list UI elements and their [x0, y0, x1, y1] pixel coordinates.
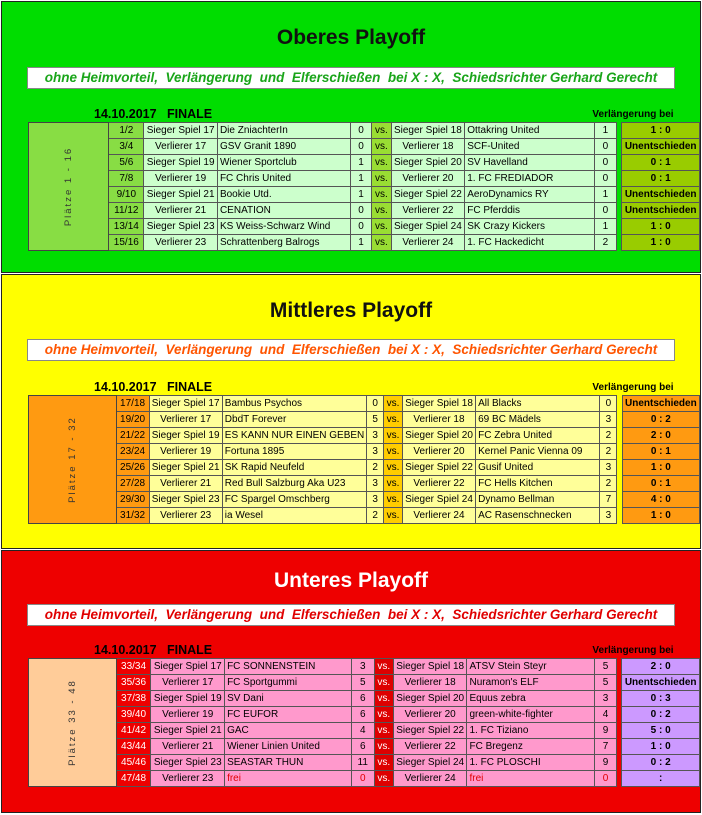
- home-slot-cell: Verlierer 19: [151, 707, 225, 723]
- home-team-cell: frei: [225, 771, 352, 787]
- home-slot-cell: Sieger Spiel 19: [149, 428, 222, 444]
- home-score-cell: 0: [351, 771, 374, 787]
- away-team-cell: FC Bregenz: [467, 739, 595, 755]
- overtime-cell: 1 : 0: [622, 219, 700, 235]
- place-cell: 1/2: [109, 123, 144, 139]
- table-row: [29, 508, 700, 524]
- date: 14.10.2017: [94, 380, 157, 394]
- vs-cell: vs.: [372, 203, 391, 219]
- place-cell: 31/32: [116, 508, 149, 524]
- places-range-label: [29, 123, 109, 251]
- place-cell: 47/48: [116, 771, 151, 787]
- vs-cell: vs.: [374, 739, 393, 755]
- place-cell: 27/28: [116, 476, 149, 492]
- away-score-cell: 2: [600, 476, 617, 492]
- home-score-cell: 1: [350, 171, 371, 187]
- places-range-text: Plätze 1 - 16: [63, 146, 75, 227]
- vs-cell: vs.: [384, 396, 403, 412]
- away-score-cell: 2: [595, 235, 616, 251]
- overtime-cell: 1 : 0: [622, 739, 700, 755]
- away-team-cell: 1. FC Hackedicht: [465, 235, 595, 251]
- table-row: [29, 707, 700, 723]
- date: 14.10.2017: [94, 643, 157, 657]
- overtime-header: Verlängerung bei: [592, 645, 674, 656]
- home-slot-cell: Sieger Spiel 21: [151, 723, 225, 739]
- away-score-cell: 2: [600, 444, 617, 460]
- table-row: [29, 219, 700, 235]
- home-score-cell: 3: [351, 659, 374, 675]
- away-team-cell: SK Crazy Kickers: [465, 219, 595, 235]
- table-row: [29, 723, 700, 739]
- home-score-cell: 1: [350, 235, 371, 251]
- away-score-cell: 7: [595, 739, 616, 755]
- away-slot-cell: Sieger Spiel 18: [393, 659, 467, 675]
- home-slot-cell: Verlierer 19: [149, 444, 222, 460]
- away-team-cell: 69 BC Mädels: [476, 412, 600, 428]
- home-score-cell: 0: [350, 203, 371, 219]
- away-team-cell: Equus zebra: [467, 691, 595, 707]
- home-team-cell: CENATION: [217, 203, 350, 219]
- vs-cell: vs.: [372, 123, 391, 139]
- section-subtitle: ohne Heimvorteil, Verlängerung und Elferschießen bei X : X, Schiedsrichter Gerhard Gerecht: [27, 67, 675, 89]
- away-score-cell: 0: [595, 171, 616, 187]
- away-slot-cell: Sieger Spiel 18: [391, 123, 465, 139]
- places-range-label: [29, 396, 117, 524]
- vs-cell: vs.: [384, 412, 403, 428]
- table-row: [29, 396, 700, 412]
- home-score-cell: 5: [367, 412, 384, 428]
- home-slot-cell: Sieger Spiel 21: [149, 460, 222, 476]
- table-row: [29, 771, 700, 787]
- away-slot-cell: Sieger Spiel 24: [391, 219, 465, 235]
- overtime-cell: 2 : 0: [622, 428, 699, 444]
- vs-cell: vs.: [374, 675, 393, 691]
- table-row: [29, 187, 700, 203]
- away-score-cell: 0: [595, 771, 616, 787]
- home-score-cell: 0: [350, 139, 371, 155]
- section-subtitle: ohne Heimvorteil, Verlängerung und Elferschießen bei X : X, Schiedsrichter Gerhard Gerecht: [27, 339, 675, 361]
- section-subtitle: ohne Heimvorteil, Verlängerung und Elferschießen bei X : X, Schiedsrichter Gerhard Gerecht: [27, 604, 675, 626]
- overtime-cell: 1 : 0: [622, 460, 699, 476]
- place-cell: 13/14: [109, 219, 144, 235]
- away-slot-cell: Sieger Spiel 20: [393, 691, 467, 707]
- table-row: [29, 739, 700, 755]
- away-score-cell: 0: [595, 203, 616, 219]
- home-score-cell: 3: [367, 476, 384, 492]
- home-team-cell: Schrattenberg Balrogs: [217, 235, 350, 251]
- away-score-cell: 1: [595, 187, 616, 203]
- place-cell: 23/24: [116, 444, 149, 460]
- overtime-cell: Unentschieden: [622, 675, 700, 691]
- away-slot-cell: Sieger Spiel 18: [402, 396, 475, 412]
- away-team-cell: frei: [467, 771, 595, 787]
- table-row: [29, 203, 700, 219]
- place-cell: 9/10: [109, 187, 144, 203]
- vs-cell: vs.: [384, 444, 403, 460]
- home-slot-cell: Verlierer 21: [144, 203, 218, 219]
- home-team-cell: FC Chris United: [217, 171, 350, 187]
- away-slot-cell: Verlierer 24: [393, 771, 467, 787]
- table-row: [29, 476, 700, 492]
- round: FINALE: [166, 380, 213, 394]
- table-row: [29, 659, 700, 675]
- overtime-cell: Unentschieden: [622, 396, 699, 412]
- home-slot-cell: Sieger Spiel 23: [149, 492, 222, 508]
- overtime-cell: 0 : 1: [622, 476, 699, 492]
- home-team-cell: FC SONNENSTEIN: [225, 659, 352, 675]
- place-cell: 41/42: [116, 723, 151, 739]
- round: FINALE: [166, 643, 213, 657]
- home-score-cell: 0: [350, 219, 371, 235]
- round: FINALE: [166, 107, 213, 121]
- home-slot-cell: Verlierer 17: [149, 412, 222, 428]
- section-mittleres-playoff: [1, 274, 701, 549]
- table-row: [29, 123, 700, 139]
- away-slot-cell: Verlierer 20: [402, 444, 475, 460]
- away-score-cell: 9: [595, 723, 616, 739]
- place-cell: 37/38: [116, 691, 151, 707]
- date-round-label: [94, 380, 212, 394]
- home-team-cell: DbdT Forever: [222, 412, 366, 428]
- place-cell: 45/46: [116, 755, 151, 771]
- away-score-cell: 9: [595, 755, 616, 771]
- places-range-text: Plätze 17 - 32: [66, 416, 78, 503]
- section-title: Oberes Playoff: [276, 26, 426, 49]
- home-score-cell: 6: [351, 707, 374, 723]
- overtime-cell: 0 : 2: [622, 707, 700, 723]
- home-team-cell: Bambus Psychos: [222, 396, 366, 412]
- away-team-cell: Ottakring United: [465, 123, 595, 139]
- overtime-cell: Unentschieden: [622, 139, 700, 155]
- away-team-cell: Gusif United: [476, 460, 600, 476]
- away-slot-cell: Sieger Spiel 22: [391, 187, 465, 203]
- away-slot-cell: Verlierer 22: [393, 739, 467, 755]
- away-score-cell: 2: [600, 428, 617, 444]
- vs-cell: vs.: [372, 187, 391, 203]
- away-slot-cell: Verlierer 18: [402, 412, 475, 428]
- results-table: [28, 658, 700, 787]
- overtime-header: Verlängerung bei: [592, 109, 674, 120]
- overtime-cell: 0 : 2: [622, 412, 699, 428]
- vs-cell: vs.: [372, 219, 391, 235]
- away-slot-cell: Sieger Spiel 20: [402, 428, 475, 444]
- away-slot-cell: Verlierer 20: [391, 171, 465, 187]
- home-score-cell: 1: [350, 187, 371, 203]
- table-row: [29, 171, 700, 187]
- date: 14.10.2017: [94, 107, 157, 121]
- away-team-cell: FC Pferddis: [465, 203, 595, 219]
- home-team-cell: ES KANN NUR EINEN GEBEN: [222, 428, 366, 444]
- away-score-cell: 5: [595, 675, 616, 691]
- home-slot-cell: Verlierer 21: [151, 739, 225, 755]
- home-team-cell: KS Weiss-Schwarz Wind: [217, 219, 350, 235]
- home-team-cell: Fortuna 1895: [222, 444, 366, 460]
- home-slot-cell: Sieger Spiel 17: [144, 123, 218, 139]
- away-team-cell: green-white-fighter: [467, 707, 595, 723]
- away-slot-cell: Verlierer 18: [393, 675, 467, 691]
- results-table: [28, 395, 700, 524]
- table-row: [29, 755, 700, 771]
- away-team-cell: 1. FC PLOSCHI: [467, 755, 595, 771]
- table-row: [29, 444, 700, 460]
- away-slot-cell: Sieger Spiel 20: [391, 155, 465, 171]
- home-score-cell: 0: [367, 396, 384, 412]
- overtime-cell: Unentschieden: [622, 203, 700, 219]
- place-cell: 33/34: [116, 659, 151, 675]
- overtime-cell: Unentschieden: [622, 187, 700, 203]
- away-team-cell: AeroDynamics RY: [465, 187, 595, 203]
- home-score-cell: 0: [350, 123, 371, 139]
- place-cell: 15/16: [109, 235, 144, 251]
- home-team-cell: Die ZniachterIn: [217, 123, 350, 139]
- away-score-cell: 3: [595, 691, 616, 707]
- table-row: [29, 460, 700, 476]
- home-team-cell: ia Wesel: [222, 508, 366, 524]
- overtime-cell: 1 : 0: [622, 508, 699, 524]
- section-unteres-playoff: [1, 550, 701, 813]
- vs-cell: vs.: [372, 235, 391, 251]
- place-cell: 25/26: [116, 460, 149, 476]
- table-row: [29, 155, 700, 171]
- away-score-cell: 3: [600, 412, 617, 428]
- home-team-cell: GAC: [225, 723, 352, 739]
- away-score-cell: 0: [595, 139, 616, 155]
- results-table: [28, 122, 700, 251]
- home-slot-cell: Verlierer 23: [149, 508, 222, 524]
- home-slot-cell: Sieger Spiel 19: [151, 691, 225, 707]
- away-score-cell: 0: [595, 155, 616, 171]
- home-slot-cell: Sieger Spiel 17: [151, 659, 225, 675]
- vs-cell: vs.: [374, 707, 393, 723]
- away-score-cell: 1: [595, 219, 616, 235]
- table-row: [29, 412, 700, 428]
- home-slot-cell: Sieger Spiel 17: [149, 396, 222, 412]
- away-team-cell: Dynamo Bellman: [476, 492, 600, 508]
- place-cell: 35/36: [116, 675, 151, 691]
- vs-cell: vs.: [374, 691, 393, 707]
- away-team-cell: SCF-United: [465, 139, 595, 155]
- vs-cell: vs.: [384, 460, 403, 476]
- overtime-cell: 5 : 0: [622, 723, 700, 739]
- home-score-cell: 11: [351, 755, 374, 771]
- away-team-cell: FC Zebra United: [476, 428, 600, 444]
- overtime-cell: 0 : 1: [622, 444, 699, 460]
- away-slot-cell: Verlierer 24: [402, 508, 475, 524]
- vs-cell: vs.: [374, 771, 393, 787]
- overtime-cell: 1 : 0: [622, 123, 700, 139]
- away-team-cell: SV Havelland: [465, 155, 595, 171]
- section-oberes-playoff: [1, 1, 701, 273]
- overtime-cell: 0 : 2: [622, 755, 700, 771]
- place-cell: 29/30: [116, 492, 149, 508]
- table-row: [29, 492, 700, 508]
- home-slot-cell: Verlierer 17: [144, 139, 218, 155]
- home-slot-cell: Sieger Spiel 21: [144, 187, 218, 203]
- home-score-cell: 3: [367, 492, 384, 508]
- place-cell: 5/6: [109, 155, 144, 171]
- home-team-cell: FC Spargel Omschberg: [222, 492, 366, 508]
- vs-cell: vs.: [372, 171, 391, 187]
- home-score-cell: 2: [367, 508, 384, 524]
- away-score-cell: 3: [600, 508, 617, 524]
- home-slot-cell: Verlierer 17: [151, 675, 225, 691]
- away-team-cell: 1. FC FREDIADOR: [465, 171, 595, 187]
- section-title: Unteres Playoff: [273, 569, 429, 592]
- home-slot-cell: Sieger Spiel 23: [144, 219, 218, 235]
- away-team-cell: ATSV Stein Steyr: [467, 659, 595, 675]
- home-team-cell: GSV Granit 1890: [217, 139, 350, 155]
- home-slot-cell: Verlierer 23: [144, 235, 218, 251]
- overtime-cell: :: [622, 771, 700, 787]
- vs-cell: vs.: [374, 723, 393, 739]
- away-slot-cell: Verlierer 22: [402, 476, 475, 492]
- table-row: [29, 428, 700, 444]
- away-score-cell: 7: [600, 492, 617, 508]
- away-team-cell: AC Rasenschnecken: [476, 508, 600, 524]
- overtime-cell: 1 : 0: [622, 235, 700, 251]
- place-cell: 19/20: [116, 412, 149, 428]
- away-team-cell: Nuramon's ELF: [467, 675, 595, 691]
- overtime-cell: 4 : 0: [622, 492, 699, 508]
- home-score-cell: 6: [351, 691, 374, 707]
- overtime-cell: 0 : 1: [622, 171, 700, 187]
- home-score-cell: 5: [351, 675, 374, 691]
- away-slot-cell: Verlierer 18: [391, 139, 465, 155]
- home-score-cell: 2: [367, 460, 384, 476]
- home-score-cell: 6: [351, 739, 374, 755]
- away-slot-cell: Verlierer 22: [391, 203, 465, 219]
- date-round-label: [94, 643, 212, 657]
- away-team-cell: All Blacks: [476, 396, 600, 412]
- vs-cell: vs.: [384, 428, 403, 444]
- place-cell: 11/12: [109, 203, 144, 219]
- home-team-cell: SK Rapid Neufeld: [222, 460, 366, 476]
- away-slot-cell: Verlierer 24: [391, 235, 465, 251]
- away-slot-cell: Sieger Spiel 22: [402, 460, 475, 476]
- away-slot-cell: Sieger Spiel 22: [393, 723, 467, 739]
- home-team-cell: Wiener Sportclub: [217, 155, 350, 171]
- away-score-cell: 0: [600, 396, 617, 412]
- place-cell: 21/22: [116, 428, 149, 444]
- home-team-cell: Red Bull Salzburg Aka U23: [222, 476, 366, 492]
- table-row: [29, 235, 700, 251]
- away-slot-cell: Sieger Spiel 24: [393, 755, 467, 771]
- home-slot-cell: Sieger Spiel 19: [144, 155, 218, 171]
- home-team-cell: Bookie Utd.: [217, 187, 350, 203]
- place-cell: 39/40: [116, 707, 151, 723]
- date-round-label: [94, 107, 212, 121]
- home-slot-cell: Verlierer 21: [149, 476, 222, 492]
- away-team-cell: 1. FC Tiziano: [467, 723, 595, 739]
- away-score-cell: 1: [595, 123, 616, 139]
- home-slot-cell: Verlierer 19: [144, 171, 218, 187]
- away-team-cell: FC Hells Kitchen: [476, 476, 600, 492]
- table-row: [29, 139, 700, 155]
- vs-cell: vs.: [374, 755, 393, 771]
- away-slot-cell: Sieger Spiel 24: [402, 492, 475, 508]
- overtime-cell: 0 : 3: [622, 691, 700, 707]
- vs-cell: vs.: [372, 139, 391, 155]
- home-team-cell: SEASTAR THUN: [225, 755, 352, 771]
- home-slot-cell: Verlierer 23: [151, 771, 225, 787]
- places-range-label: [29, 659, 117, 787]
- overtime-cell: 0 : 1: [622, 155, 700, 171]
- vs-cell: vs.: [384, 508, 403, 524]
- home-score-cell: 1: [350, 155, 371, 171]
- table-row: [29, 675, 700, 691]
- vs-cell: vs.: [384, 492, 403, 508]
- overtime-cell: 2 : 0: [622, 659, 700, 675]
- away-score-cell: 3: [600, 460, 617, 476]
- table-row: [29, 691, 700, 707]
- home-slot-cell: Sieger Spiel 23: [151, 755, 225, 771]
- home-team-cell: SV Dani: [225, 691, 352, 707]
- away-team-cell: Kernel Panic Vienna 09: [476, 444, 600, 460]
- vs-cell: vs.: [384, 476, 403, 492]
- place-cell: 7/8: [109, 171, 144, 187]
- home-team-cell: Wiener Linien United: [225, 739, 352, 755]
- away-slot-cell: Verlierer 20: [393, 707, 467, 723]
- vs-cell: vs.: [372, 155, 391, 171]
- away-score-cell: 4: [595, 707, 616, 723]
- home-team-cell: FC Sportgummi: [225, 675, 352, 691]
- overtime-header: Verlängerung bei: [592, 382, 674, 393]
- home-score-cell: 4: [351, 723, 374, 739]
- section-title: Mittleres Playoff: [269, 299, 433, 322]
- home-team-cell: FC EUFOR: [225, 707, 352, 723]
- away-score-cell: 5: [595, 659, 616, 675]
- place-cell: 17/18: [116, 396, 149, 412]
- places-range-text: Plätze 33 - 48: [66, 679, 78, 766]
- place-cell: 3/4: [109, 139, 144, 155]
- vs-cell: vs.: [374, 659, 393, 675]
- home-score-cell: 3: [367, 428, 384, 444]
- home-score-cell: 3: [367, 444, 384, 460]
- place-cell: 43/44: [116, 739, 151, 755]
